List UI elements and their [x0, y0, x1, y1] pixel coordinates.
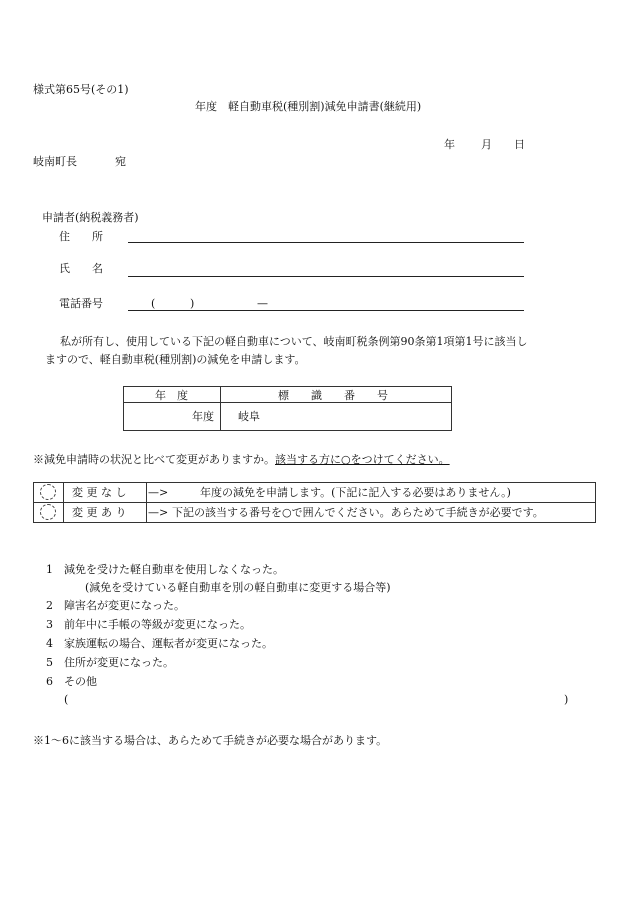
applicant-heading: 申請者(納税義務者) — [42, 211, 139, 224]
change-question-prefix: ※減免申請時の状況と比べて変更がありますか。 — [33, 453, 275, 466]
option-no-change-arrow: —> — [148, 486, 169, 499]
vehicle-header-year: 年 度 — [155, 389, 188, 402]
phone-close-paren: ) — [190, 297, 195, 310]
option-no-change-text: 年度の減免を申請します。(下記に記入する必要はありません。) — [200, 486, 511, 499]
change-table-col1 — [63, 482, 64, 523]
addressee-suffix: 宛 — [115, 155, 126, 168]
option-no-change-label: 変 更 な し — [72, 486, 127, 499]
reason-2-num[interactable]: 2 — [46, 599, 53, 612]
form-number: 様式第65号(その1) — [33, 83, 129, 96]
vehicle-table-divider — [220, 386, 221, 431]
date-day: 日 — [514, 138, 525, 151]
reason-4-text: 家族運転の場合、運転者が変更になった。 — [64, 637, 273, 650]
vehicle-row-plate: 岐阜 — [238, 410, 260, 423]
name-label: 氏 名 — [59, 262, 103, 275]
reason-1-note: (減免を受けている軽自動車を別の軽自動車に変更する場合等) — [85, 581, 391, 594]
phone-label: 電話番号 — [59, 297, 103, 310]
other-detail-field[interactable] — [80, 692, 560, 708]
statement-line2: ますので、軽自動車税(種別割)の減免を申請します。 — [45, 353, 306, 366]
reason-1-text: 減免を受けた軽自動車を使用しなくなった。 — [64, 563, 284, 576]
other-close-paren: ) — [564, 693, 569, 706]
reason-3-text: 前年中に手帳の等級が変更になった。 — [64, 618, 251, 631]
change-question-underlined: 該当する方に○をつけてください。 — [275, 453, 450, 466]
phone-field[interactable] — [128, 310, 524, 311]
reason-6-num[interactable]: 6 — [46, 675, 53, 688]
phone-dash: — — [257, 297, 268, 310]
date-year: 年 — [444, 138, 455, 151]
change-table-row-line — [33, 502, 596, 503]
statement-line1: 私が所有し、使用している下記の軽自動車について、岐南町税条例第90条第1項第1号に該当し — [60, 335, 528, 348]
reason-1-num[interactable]: 1 — [46, 563, 53, 576]
option-changed-label: 変 更 あ り — [72, 506, 127, 519]
change-question — [33, 454, 450, 465]
reason-3-num[interactable]: 3 — [46, 618, 53, 631]
vehicle-row-year: 年度 — [192, 410, 214, 423]
name-field[interactable] — [128, 276, 524, 277]
vehicle-header-plate: 標 識 番 号 — [278, 389, 388, 402]
select-circle-changed[interactable] — [40, 504, 56, 520]
other-open-paren: ( — [64, 693, 69, 706]
date-month: 月 — [481, 138, 492, 151]
page-title: 年度 軽自動車税(種別割)減免申請書(継続用) — [195, 100, 422, 113]
select-circle-no-change[interactable] — [40, 484, 56, 500]
reason-2-text: 障害名が変更になった。 — [64, 599, 185, 612]
addressee-name: 岐南町長 — [33, 155, 77, 168]
option-changed-text: 下記の該当する番号を○で囲んでください。あらためて手続きが必要です。 — [172, 506, 544, 519]
option-changed-arrow: —> — [148, 506, 169, 519]
reason-5-num[interactable]: 5 — [46, 656, 53, 669]
address-field[interactable] — [128, 242, 524, 243]
vehicle-table-header-line — [123, 402, 452, 403]
reason-5-text: 住所が変更になった。 — [64, 656, 174, 669]
reason-4-num[interactable]: 4 — [46, 637, 53, 650]
address-label: 住 所 — [59, 230, 103, 243]
phone-open-paren: ( — [151, 297, 156, 310]
change-table-col2 — [146, 482, 147, 523]
reason-6-text: その他 — [64, 675, 97, 688]
footnote: ※1～6に該当する場合は、あらためて手続きが必要な場合があります。 — [33, 734, 388, 747]
